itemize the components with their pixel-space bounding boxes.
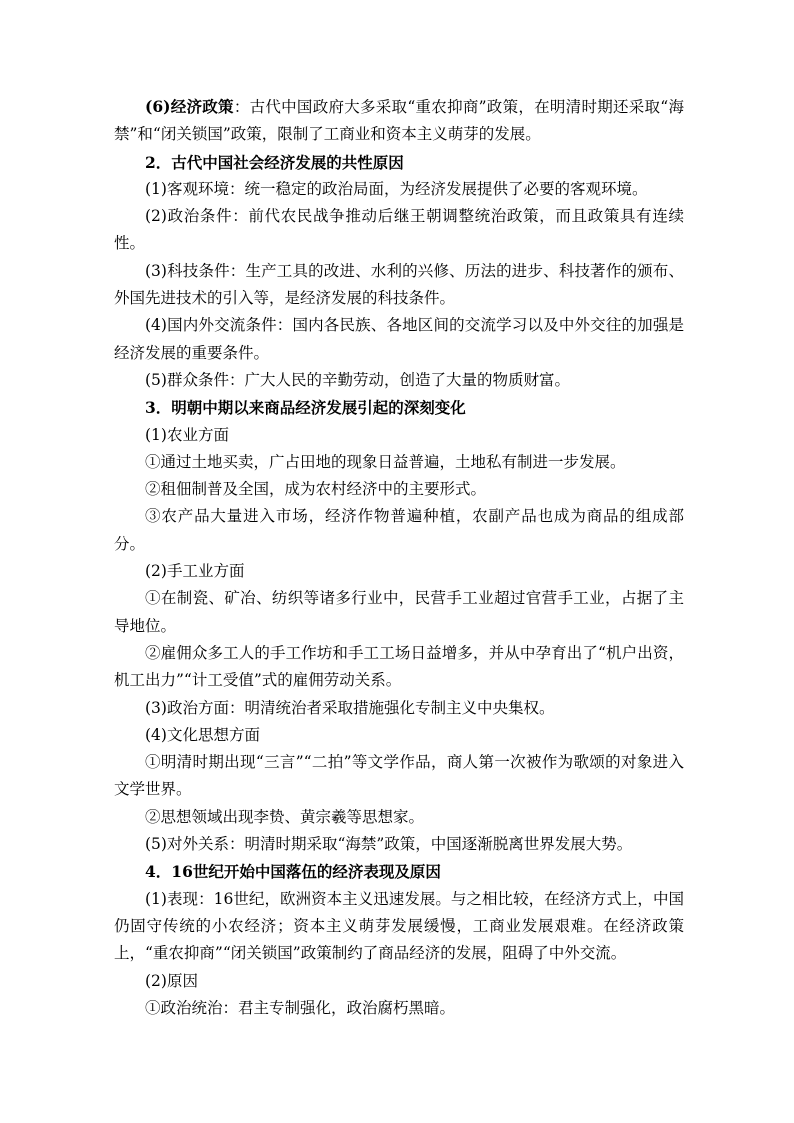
paragraph: (1)表现：16世纪，欧洲资本主义迅速发展。与之相比较，在经济方式上，中国仍固守传统的小农经济；资本主义萌芽发展缓慢，工商业发展艰难。在经济政策上，“重农抑商”“闭关锁国”政策制约了商品经济的发展，阻碍了中外交流。	[114, 889, 684, 963]
paragraph: ①通过土地买卖，广占田地的现象日益普遍，土地私有制进一步发展。	[145, 452, 626, 471]
paragraph: ①明清时期出现“三言”“二拍”等文学作品，商人第一次被作为歌颂的对象进入文学世界。	[114, 753, 684, 799]
paragraph: ①在制瓷、矿冶、纺织等诸多行业中，民营手工业超过官营手工业，占据了主导地位。	[114, 589, 684, 635]
paragraph: (3)政治方面：明清统治者采取措施强化专制主义中央集权。	[145, 698, 555, 717]
paragraph: (4)国内外交流条件：国内各民族、各地区间的交流学习以及中外交往的加强是经济发展的重要条件。	[114, 316, 684, 362]
paragraph: ②思想领域出现李贽、黄宗羲等思想家。	[145, 807, 425, 826]
section-heading-2: 2．古代中国社会经济发展的共性原因	[145, 152, 404, 172]
paragraph: (5)对外关系：明清时期采取“海禁”政策，中国逐渐脱离世界发展大势。	[145, 835, 633, 854]
paragraph: (2)原因	[145, 971, 198, 990]
section-heading-3: 3．明朝中期以来商品经济发展引起的深刻变化	[145, 398, 466, 418]
paragraph: (3)科技条件：生产工具的改进、水利的兴修、历法的进步、科技著作的颁布、外国先进技术的引入等，是经济发展的科技条件。	[114, 261, 684, 308]
paragraph-text: ：古代中国政府大多采取“重农抑商”政策，在明清时期还采取“海禁”和“闭关锁国”政策，限制了工商业和资本主义萌芽的发展。	[114, 98, 685, 144]
document-body	[114, 93, 684, 1022]
paragraph: (5)群众条件：广大人民的辛勤劳动，创造了大量的物质财富。	[145, 370, 570, 389]
section-heading-4: 4．16世纪开始中国落伍的经济表现及原因	[145, 862, 441, 882]
paragraph: ②雇佣众多工人的手工作坊和手工工场日益增多，并从中孕育出了“机户出资，机工出力”“计工受值”式的雇佣劳动关系。	[114, 643, 684, 690]
paragraph: (2)政治条件：前代农民战争推动后继王朝调整统治政策，而且政策具有连续性。	[114, 207, 684, 253]
paragraph: (1)客观环境：统一稳定的政治局面，为经济发展提供了必要的客观环境。	[145, 179, 648, 198]
paragraph: ③农产品大量进入市场，经济作物普遍种植，农副产品也成为商品的组成部分。	[114, 507, 684, 553]
paragraph-economic-policy	[114, 93, 684, 149]
paragraph: ①政治统治：君主专制强化，政治腐朽黑暗。	[145, 998, 456, 1017]
paragraph: (2)手工业方面	[145, 562, 245, 581]
paragraph: (1)农业方面	[145, 425, 229, 444]
paragraph-lead: (6)经济政策	[145, 97, 234, 116]
paragraph: ②租佃制普及全国，成为农村经济中的主要形式。	[145, 480, 487, 499]
paragraph: (4)文化思想方面	[145, 725, 260, 744]
